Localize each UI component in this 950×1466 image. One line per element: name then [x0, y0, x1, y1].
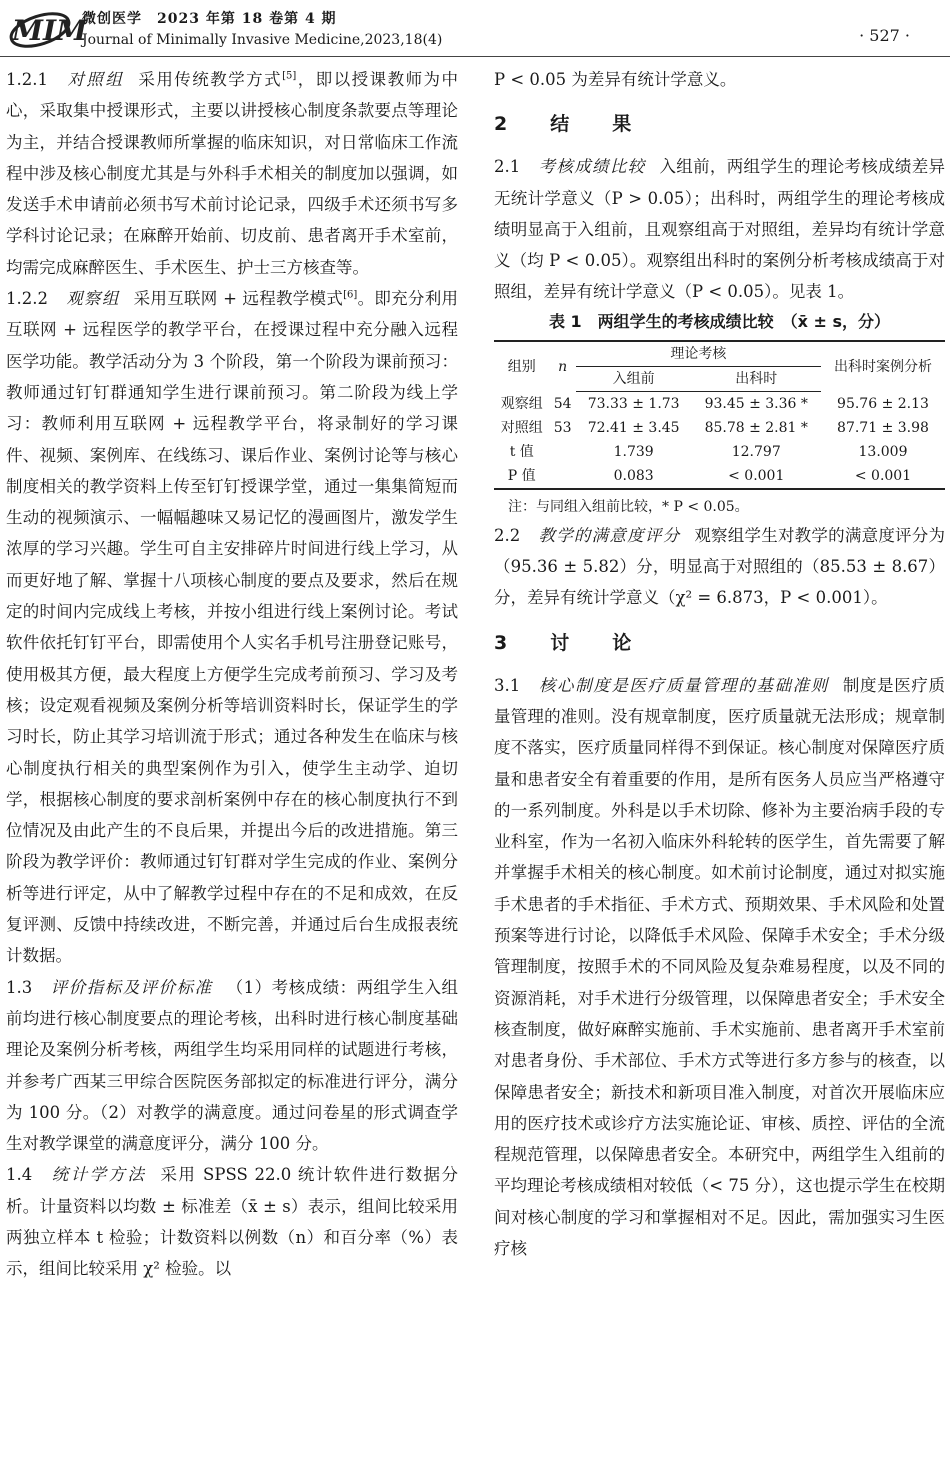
journal-title-en: Journal of Minimally Invasive Medicine,2023,18(4) — [82, 32, 443, 48]
col-header-group: 组别 — [494, 341, 549, 392]
col-header-theory: 理论考核 — [576, 341, 821, 367]
cell-before: 72.41 ± 3.45 — [587, 419, 680, 436]
section-text: 采用互联网 + 远程教学模式 — [133, 289, 344, 309]
section-2-1 — [494, 151, 945, 307]
cell-case: 95.76 ± 2.13 — [837, 395, 929, 412]
table-note: 注：与同组入组前比较，* P < 0.05。 — [508, 498, 749, 515]
section-text: 制度是医疗质量管理的准则。没有规章制度，医疗质量就无法形成；规章制度不落实，医疗质量同样得不到保证。核心制度对保障医疗质量和患者安全有着重要的作用，是所有医务人员应当严格遵守的一系列制度。外科是以手术切除、修补为主要治病手段的专业科室，作为一名初入临床外科轮转的医学生，首先需要了解并掌握手术相关的核心制度。如术前讨论制度，通过对拟实施手术患者的手术指征、手术方式、预期效果、手术风险和处置预案等进行讨论，以降低手术风险、保障手术安全；手术分级管理制度，按照手术的不同风险及复杂难易程度，以及不同的资源消耗，对手术进行分级管理，以保障患者安全；手术安全核查制度，做好麻醉实施前、手术实施前、患者离开手术室前对患者身份、手术部位、手术方式等进行多方参与的核查，以保障患者安全；新技术和新项目准入制度，对首次开展临床应用的医疗技术或诊疗方法实施论证、审核、质控、评估的全流程规范管理，以保障患者安全。本研究中，两组学生入组前的平均理论考核成绩相对较低（< 75 分），这也提示学生在校期间对核心制度的学习和掌握相对不足。因此，需加强实习生医疗核 — [494, 675, 945, 1259]
section-text: （1）考核成绩：两组学生入组前均进行核心制度要点的理论考核，出科时进行核心制度基础理论及案例分析考核，两组学生均采用同样的试题进行考核，并参考广西某三甲综合医院医务部拟定的标准进行评分，满分为 100 分。（2）对教学的满意度。通过问卷星的形式调查学生对教学课堂的满意度评分，满分 100 分。 — [6, 977, 459, 1154]
section-title: 观察组 — [65, 289, 120, 309]
section-2-2 — [494, 520, 945, 614]
continuation-text: P < 0.05 为差异有统计学意义。 — [494, 70, 737, 89]
section-title: 对照组 — [65, 70, 125, 89]
section-title: 统计学方法 — [50, 1165, 147, 1185]
left-column — [6, 64, 458, 1285]
page-number: · 527 · — [859, 26, 910, 45]
section-title: 教学的满意度评分 — [538, 525, 681, 545]
section-title: 评价指标及评价标准 — [50, 977, 213, 997]
cell-after: 85.78 ± 2.81 * — [704, 419, 808, 436]
table-row — [494, 464, 945, 489]
section-number: 3.1 — [494, 675, 521, 695]
col-header-n: n — [549, 341, 575, 392]
col-header-case: 出科时案例分析 — [821, 341, 945, 392]
cell-after: 93.45 ± 3.36 * — [704, 395, 808, 412]
section-title: 核心制度是医疗质量管理的基础准则 — [538, 675, 829, 695]
col-header-after: 出科时 — [691, 366, 821, 391]
section-text: 入组前，两组学生的理论考核成绩差异无统计学意义（P > 0.05）；出科时，两组学生的理论考核成绩明显高于入组前，且观察组高于对照组，差异均有统计学意义（均 P < 0.05）。观察组出科时的案例分析考核成绩高于对照组，差异有统计学意义（P < 0.05）。见表 1。 — [494, 157, 946, 302]
section-number: 1.3 — [6, 977, 33, 997]
table-row — [494, 440, 945, 464]
cell-case: 87.71 ± 3.98 — [837, 419, 929, 436]
col-header-before: 入组前 — [576, 366, 692, 391]
results-table — [494, 340, 945, 490]
section-text: 。即充分利用互联网 + 远程医学的教学平台，在授课过程中充分融入远程医学功能。教学活动分为 3 个阶段，第一个阶段为课前预习：教师通过钉钉群通知学生进行课前预习。第二阶段为线上学习：教师利用互联网 + 远程教学平台，将录制好的学习课件、视频、案例库、在线练习、课后作业、案例讨论等与核心制度相关的教学资料上传至钉钉授课学堂，通过一集集简短而生动的视频演示、一幅幅趣味又易记忆的漫画图片，激发学生浓厚的学习兴趣。学生可自主安排碎片时间进行线上学习，从而更好地了解、掌握十八项核心制度的要点及要求，然后在规定的时间内完成线上考核，并按小组进行线上案例讨论。考试软件依托钉钉平台，即需使用个人实名手机号注册登记账号，使用极其方便，最大程度上方便学生完成考前预习、学习及考核；设定观看视频及案例分析等培训资料时长，保证学生的学习时长，防止其学习培训流于形式；通过各种发生在临床与核心制度执行相关的典型案例作为引入，使学生主动学、迫切学，根据核心制度的要求剖析案例中存在的核心制度执行不到位情况及由此产生的不良后果，并提出今后的改进措施。第三阶段为教学评价：教师通过钉钉群对学生完成的作业、案例分析等进行评定，从中了解教学过程中存在的不足和成效，在反复评测、反馈中持续改进，不断完善，并通过后台生成报表统计数据。 — [6, 289, 458, 966]
section-text: 采用 SPSS 22.0 统计软件进行数据分析。计量资料以均数 ± 标准差（x̄ ± s）表示，组间比较采用两独立样本 t 检验；计数资料以例数（n）和百分率（%）表示，组间比较采用 χ² 检验。以 — [6, 1165, 458, 1279]
section-title: 考核成绩比较 — [538, 157, 646, 177]
page-header — [0, 0, 950, 64]
logo-text: MIM — [12, 14, 88, 47]
cell-n — [549, 440, 575, 464]
heading-results: 2 结 果 — [494, 113, 644, 136]
right-column — [494, 64, 945, 1264]
table-row — [494, 391, 945, 416]
header-rule — [0, 56, 950, 57]
section-1-2-1 — [6, 64, 458, 283]
cell-n — [549, 464, 575, 489]
section-1-3 — [6, 972, 458, 1160]
cell-case: < 0.001 — [821, 464, 945, 489]
cell-n: 54 — [553, 395, 572, 412]
section-3-1 — [494, 670, 945, 1265]
section-1-2-2 — [6, 283, 458, 972]
cell-after: 12.797 — [731, 443, 781, 460]
section-text: ，即以授课教师为中心，采取集中授课形式，主要以讲授核心制度条款要点等理论为主，并结合授课教师所掌握的临床知识，对日常临床工作流程中涉及核心制度尤其是与外科手术相关的制度加以强调，如发送手术申请前必须书写术前讨论记录，四级手术还须书写多学科讨论记录；在麻醉开始前、切皮前、患者离开手术室前，均需完成麻醉医生、手术医生、护士三方核查等。 — [6, 70, 458, 277]
section-number: 2.2 — [494, 525, 521, 545]
section-1-4 — [6, 1159, 458, 1284]
section-number: 2.1 — [494, 157, 521, 177]
section-text: 观察组学生对教学的满意度评分为（95.36 ± 5.82）分，明显高于对照组的（85.53 ± 8.67）分，差异有统计学意义（χ² = 6.873，P < 0.001）。 — [494, 525, 946, 608]
journal-logo — [6, 4, 88, 54]
table-row — [494, 416, 945, 440]
cell-before: 73.33 ± 1.73 — [587, 395, 680, 412]
citation: [5] — [282, 70, 297, 82]
cell-group: 观察组 — [500, 395, 543, 412]
cell-case: 13.009 — [858, 443, 908, 460]
cell-before: 0.083 — [576, 464, 692, 489]
section-number: 1.2.1 — [6, 70, 48, 89]
section-number: 1.2.2 — [6, 289, 48, 309]
section-text: 采用传统教学方式 — [138, 70, 283, 89]
cell-after: < 0.001 — [691, 464, 821, 489]
cell-group: P 值 — [494, 464, 549, 489]
cell-group: 对照组 — [500, 419, 543, 436]
cell-n: 53 — [553, 419, 572, 436]
heading-discussion: 3 讨 论 — [494, 631, 644, 654]
citation: [6] — [343, 289, 358, 301]
cell-group: t 值 — [509, 443, 534, 460]
section-number: 1.4 — [6, 1165, 33, 1185]
cell-before: 1.739 — [613, 443, 654, 460]
table-caption: 表 1 两组学生的考核成绩比较 （x̄ ± s，分） — [548, 311, 891, 331]
journal-title-cn: 微创医学 2023 年第 18 卷第 4 期 — [82, 11, 337, 27]
